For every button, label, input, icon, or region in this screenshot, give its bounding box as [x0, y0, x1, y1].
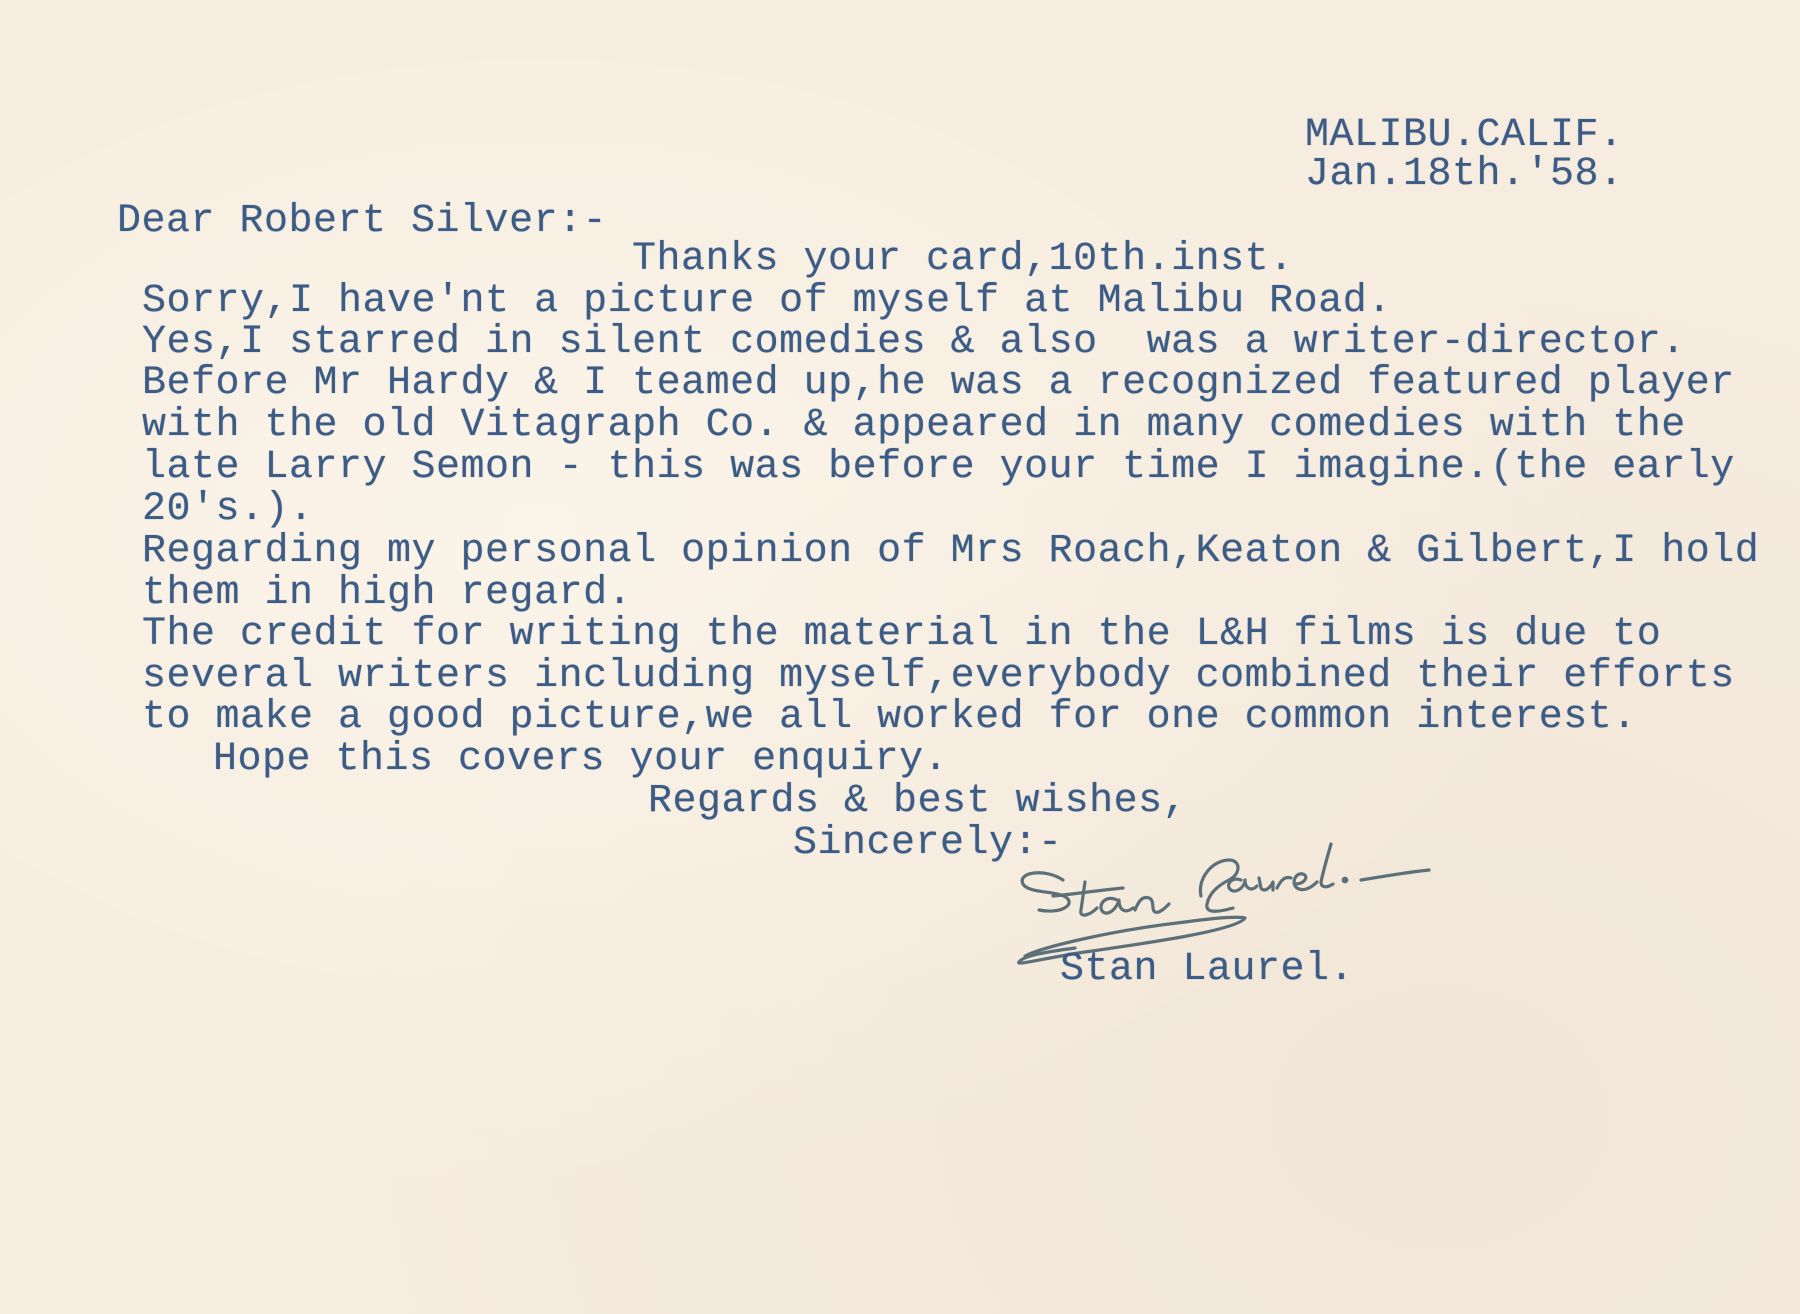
- body-line: Before Mr Hardy & I teamed up,he was a recognized featured player: [142, 361, 1735, 406]
- closing-sincerely: Sincerely:-: [793, 821, 1063, 866]
- body-line: late Larry Semon - this was before your time I imagine.(the early: [142, 445, 1735, 490]
- body-line: them in high regard.: [142, 571, 633, 616]
- body-line: 20's.).: [142, 487, 314, 532]
- body-line: Thanks your card,10th.inst.: [632, 237, 1294, 282]
- body-line: Regarding my personal opinion of Mrs Roach,Keaton & Gilbert,I hold: [142, 529, 1760, 574]
- body-line: Sorry,I have'nt a picture of myself at Malibu Road.: [142, 279, 1392, 324]
- body-line: Yes,I starred in silent comedies & also was a writer-director.: [142, 320, 1686, 365]
- date-line: Jan.18th.'58.: [1305, 152, 1624, 197]
- body-line: Hope this covers your enquiry.: [213, 737, 949, 782]
- location-line: MALIBU.CALIF.: [1305, 113, 1624, 158]
- body-line: with the old Vitagraph Co. & appeared in many comedies with the: [142, 403, 1686, 448]
- body-line: to make a good picture,we all worked for one common interest.: [142, 695, 1637, 740]
- typed-name: Stan Laurel.: [1060, 947, 1355, 992]
- salutation: Dear Robert Silver:-: [117, 199, 608, 244]
- closing-regards: Regards & best wishes,: [648, 779, 1188, 824]
- body-line: The credit for writing the material in the L&H films is due to: [142, 612, 1662, 657]
- body-line: several writers including myself,everybody combined their efforts: [142, 654, 1735, 699]
